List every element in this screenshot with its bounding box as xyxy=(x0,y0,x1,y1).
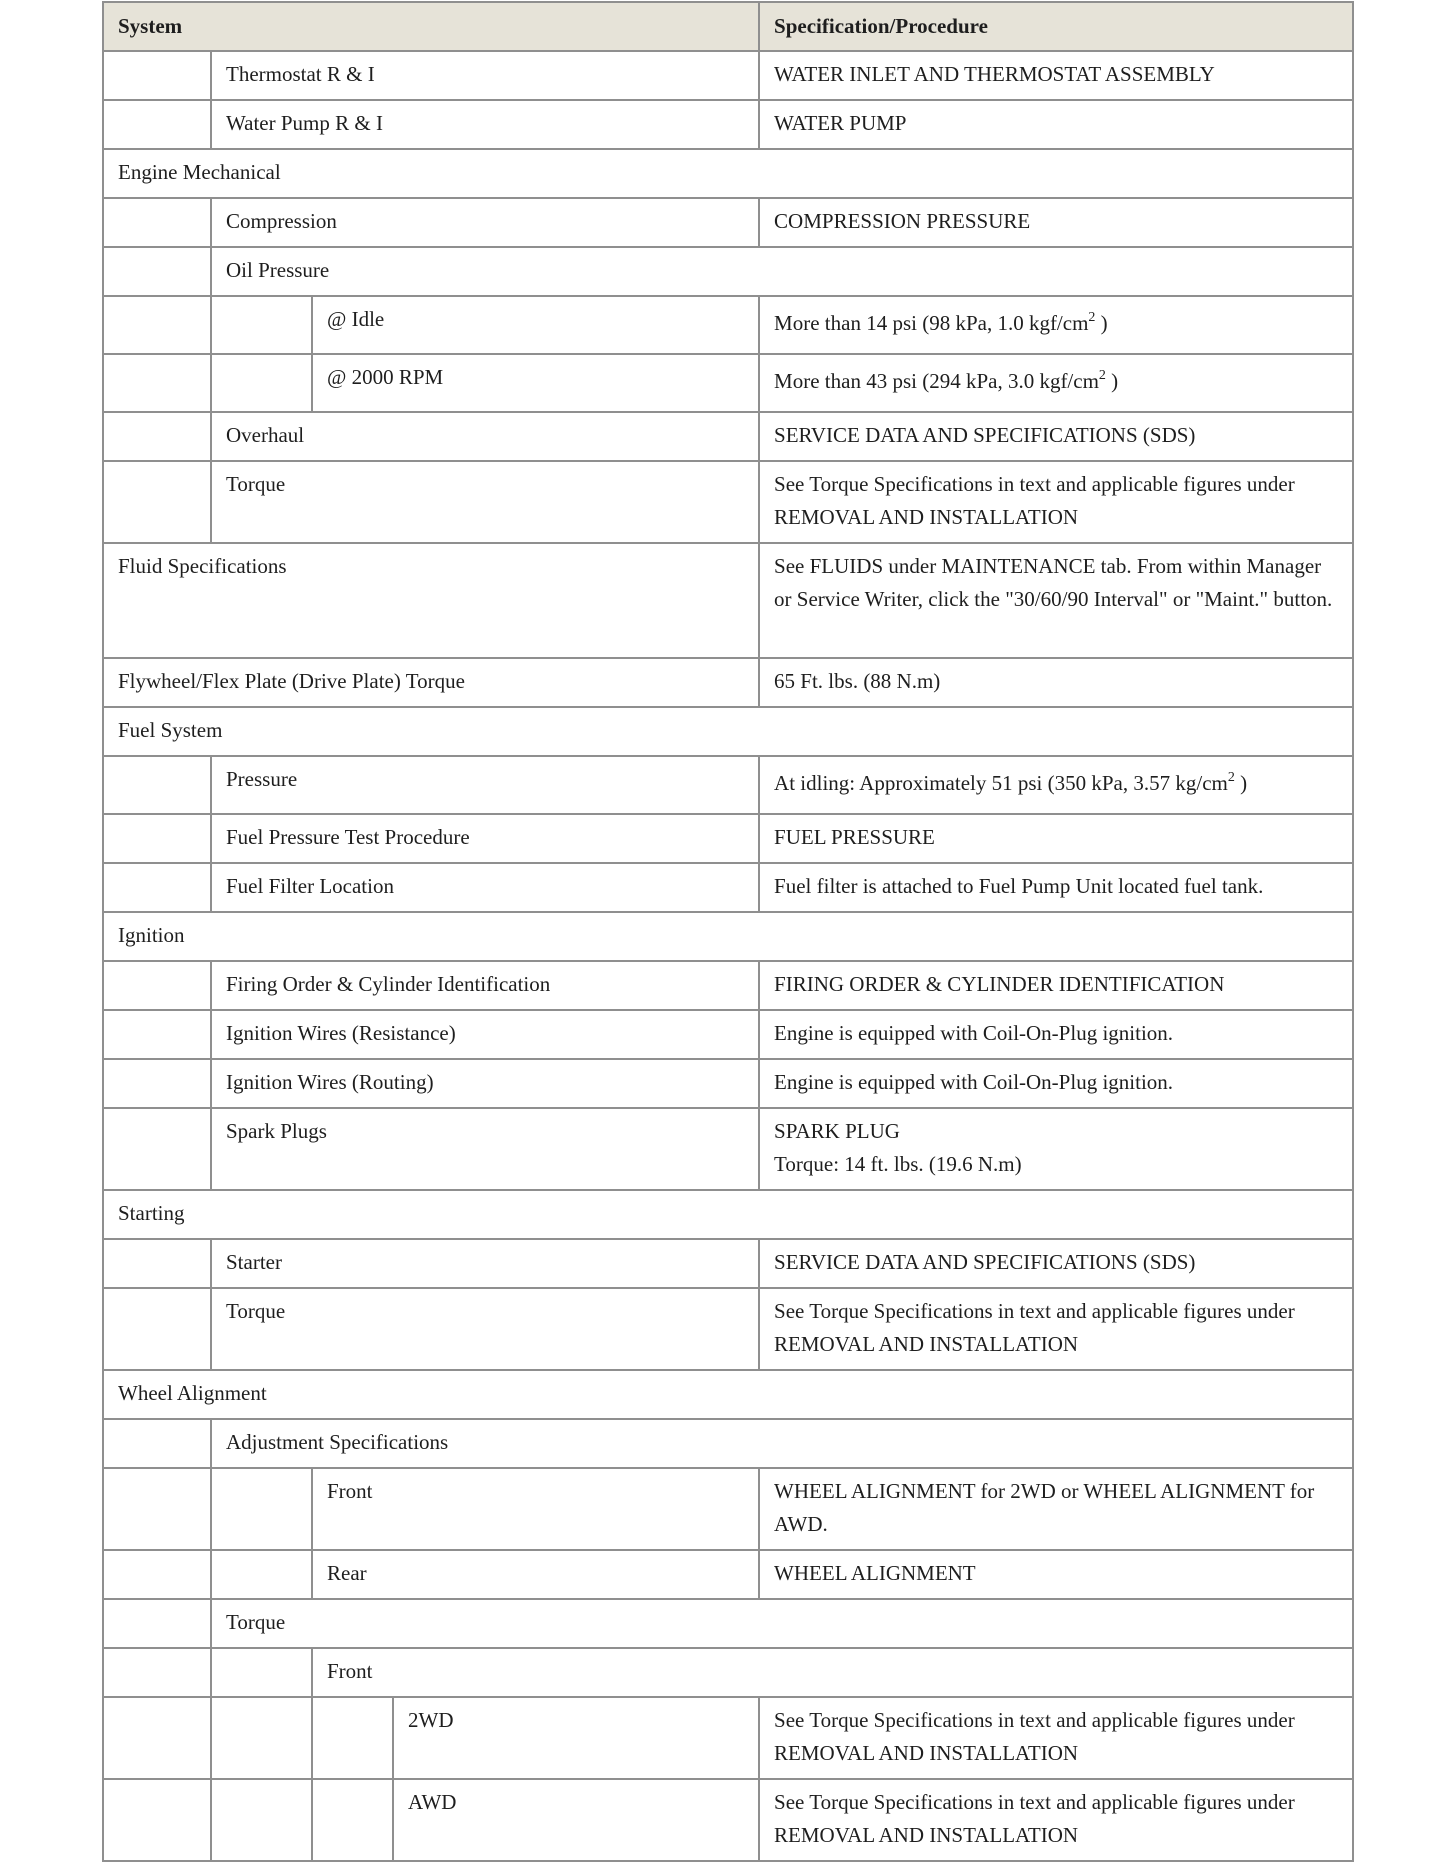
row-label: Ignition Wires (Routing) xyxy=(211,1059,759,1108)
table-row xyxy=(103,814,1353,863)
row-label: Torque xyxy=(211,1288,759,1370)
section-row xyxy=(103,707,1353,756)
section-row xyxy=(103,247,1353,296)
table-row xyxy=(103,296,1353,354)
row-value: See Torque Specifications in text and applicable figures under REMOVAL AND INSTALLATION xyxy=(759,1779,1353,1861)
row-value: FUEL PRESSURE xyxy=(759,814,1353,863)
row-value xyxy=(759,756,1353,814)
indent-cell xyxy=(103,412,211,461)
section-row xyxy=(103,1648,1353,1697)
row-value xyxy=(759,1108,1353,1190)
table-row xyxy=(103,1288,1353,1370)
value-line: Torque: 14 ft. lbs. (19.6 N.m) xyxy=(774,1152,1022,1176)
row-label: Overhaul xyxy=(211,412,759,461)
row-value xyxy=(759,296,1353,354)
row-label: Front xyxy=(312,1648,1353,1697)
indent-cell xyxy=(103,1779,211,1861)
row-label: Compression xyxy=(211,198,759,247)
indent-cell xyxy=(312,1697,393,1779)
row-label: Fuel Pressure Test Procedure xyxy=(211,814,759,863)
row-label: 2WD xyxy=(393,1697,759,1779)
indent-cell xyxy=(103,51,211,100)
row-label: Ignition xyxy=(103,912,1353,961)
row-label: Thermostat R & I xyxy=(211,51,759,100)
indent-cell xyxy=(211,1468,312,1550)
row-value: COMPRESSION PRESSURE xyxy=(759,198,1353,247)
row-label: Starter xyxy=(211,1239,759,1288)
specifications-table xyxy=(102,1,1354,1862)
indent-cell xyxy=(103,814,211,863)
indent-cell xyxy=(103,961,211,1010)
value-text: More than 14 psi (98 kPa, 1.0 kgf/cm xyxy=(774,311,1089,335)
value-line: SPARK PLUG xyxy=(774,1119,900,1143)
table-row xyxy=(103,461,1353,543)
value-text-after: ) xyxy=(1105,369,1119,393)
section-row xyxy=(103,1419,1353,1468)
table-row xyxy=(103,543,1353,658)
row-label: Ignition Wires (Resistance) xyxy=(211,1010,759,1059)
indent-cell xyxy=(211,1779,312,1861)
row-value: Engine is equipped with Coil-On-Plug ignition. xyxy=(759,1059,1353,1108)
spec-header: Specification/Procedure xyxy=(759,2,1353,51)
row-value: 65 Ft. lbs. (88 N.m) xyxy=(759,658,1353,707)
row-label: Firing Order & Cylinder Identification xyxy=(211,961,759,1010)
row-value: See Torque Specifications in text and applicable figures under REMOVAL AND INSTALLATION xyxy=(759,1288,1353,1370)
table-row xyxy=(103,1468,1353,1550)
indent-cell xyxy=(103,1599,211,1648)
row-label: Adjustment Specifications xyxy=(211,1419,1353,1468)
indent-cell xyxy=(103,354,211,412)
system-header: System xyxy=(103,2,759,51)
indent-cell xyxy=(103,296,211,354)
indent-cell xyxy=(103,100,211,149)
indent-cell xyxy=(103,1648,211,1697)
indent-cell xyxy=(103,1550,211,1599)
row-label: @ Idle xyxy=(312,296,759,354)
row-label: Starting xyxy=(103,1190,1353,1239)
table-row xyxy=(103,658,1353,707)
table-row xyxy=(103,354,1353,412)
row-value: WATER INLET AND THERMOSTAT ASSEMBLY xyxy=(759,51,1353,100)
table-row xyxy=(103,1059,1353,1108)
table-row xyxy=(103,1697,1353,1779)
indent-cell xyxy=(103,198,211,247)
table-row xyxy=(103,1239,1353,1288)
indent-cell xyxy=(103,1059,211,1108)
section-row xyxy=(103,912,1353,961)
row-value: See Torque Specifications in text and applicable figures under REMOVAL AND INSTALLATION xyxy=(759,461,1353,543)
row-label: Water Pump R & I xyxy=(211,100,759,149)
indent-cell xyxy=(211,354,312,412)
row-label: Pressure xyxy=(211,756,759,814)
indent-cell xyxy=(103,1697,211,1779)
row-label: Engine Mechanical xyxy=(103,149,1353,198)
indent-cell xyxy=(103,1468,211,1550)
row-value: WATER PUMP xyxy=(759,100,1353,149)
row-label: Rear xyxy=(312,1550,759,1599)
section-row xyxy=(103,149,1353,198)
section-row xyxy=(103,1599,1353,1648)
row-value xyxy=(759,354,1353,412)
row-label: Fuel System xyxy=(103,707,1353,756)
row-value: SERVICE DATA AND SPECIFICATIONS (SDS) xyxy=(759,412,1353,461)
row-value: FIRING ORDER & CYLINDER IDENTIFICATION xyxy=(759,961,1353,1010)
table-row xyxy=(103,863,1353,912)
table-row xyxy=(103,198,1353,247)
row-label: Torque xyxy=(211,1599,1353,1648)
table-row xyxy=(103,51,1353,100)
indent-cell xyxy=(211,1697,312,1779)
row-value: WHEEL ALIGNMENT xyxy=(759,1550,1353,1599)
indent-cell xyxy=(103,1010,211,1059)
table-row xyxy=(103,100,1353,149)
superscript: 2 xyxy=(1098,368,1106,383)
table-row xyxy=(103,756,1353,814)
row-label: Front xyxy=(312,1468,759,1550)
table-row xyxy=(103,961,1353,1010)
row-label: Oil Pressure xyxy=(211,247,1353,296)
superscript: 2 xyxy=(1227,770,1235,785)
row-label: Wheel Alignment xyxy=(103,1370,1353,1419)
value-text: At idling: Approximately 51 psi (350 kPa, 3.57 kg/cm xyxy=(774,771,1228,795)
row-value: WHEEL ALIGNMENT for 2WD or WHEEL ALIGNMENT for AWD. xyxy=(759,1468,1353,1550)
table-row xyxy=(103,1108,1353,1190)
indent-cell xyxy=(211,1648,312,1697)
row-label: Torque xyxy=(211,461,759,543)
indent-cell xyxy=(211,296,312,354)
value-text-after: ) xyxy=(1095,311,1108,335)
row-value: Fuel filter is attached to Fuel Pump Unit located fuel tank. xyxy=(759,863,1353,912)
indent-cell xyxy=(103,1108,211,1190)
row-value: See FLUIDS under MAINTENANCE tab. From within Manager or Service Writer, click the "30/60/90 Interval" or "Maint." button. xyxy=(759,543,1353,658)
indent-cell xyxy=(312,1779,393,1861)
header-row xyxy=(103,2,1353,51)
indent-cell xyxy=(103,461,211,543)
indent-cell xyxy=(103,1288,211,1370)
indent-cell xyxy=(211,1550,312,1599)
row-value: SERVICE DATA AND SPECIFICATIONS (SDS) xyxy=(759,1239,1353,1288)
indent-cell xyxy=(103,863,211,912)
value-text-after: ) xyxy=(1234,771,1248,795)
row-label: Flywheel/Flex Plate (Drive Plate) Torque xyxy=(103,658,759,707)
indent-cell xyxy=(103,756,211,814)
table-row xyxy=(103,1010,1353,1059)
row-value: See Torque Specifications in text and applicable figures under REMOVAL AND INSTALLATION xyxy=(759,1697,1353,1779)
row-label: @ 2000 RPM xyxy=(312,354,759,412)
value-text: More than 43 psi (294 kPa, 3.0 kgf/cm xyxy=(774,369,1099,393)
row-label: Fuel Filter Location xyxy=(211,863,759,912)
table-body xyxy=(103,51,1353,1861)
table-row xyxy=(103,1550,1353,1599)
superscript: 2 xyxy=(1088,310,1096,325)
section-row xyxy=(103,1190,1353,1239)
table-row xyxy=(103,1779,1353,1861)
row-label: AWD xyxy=(393,1779,759,1861)
row-label: Spark Plugs xyxy=(211,1108,759,1190)
indent-cell xyxy=(103,1419,211,1468)
row-value: Engine is equipped with Coil-On-Plug ignition. xyxy=(759,1010,1353,1059)
table-row xyxy=(103,412,1353,461)
indent-cell xyxy=(103,247,211,296)
section-row xyxy=(103,1370,1353,1419)
indent-cell xyxy=(103,1239,211,1288)
row-label: Fluid Specifications xyxy=(103,543,759,658)
